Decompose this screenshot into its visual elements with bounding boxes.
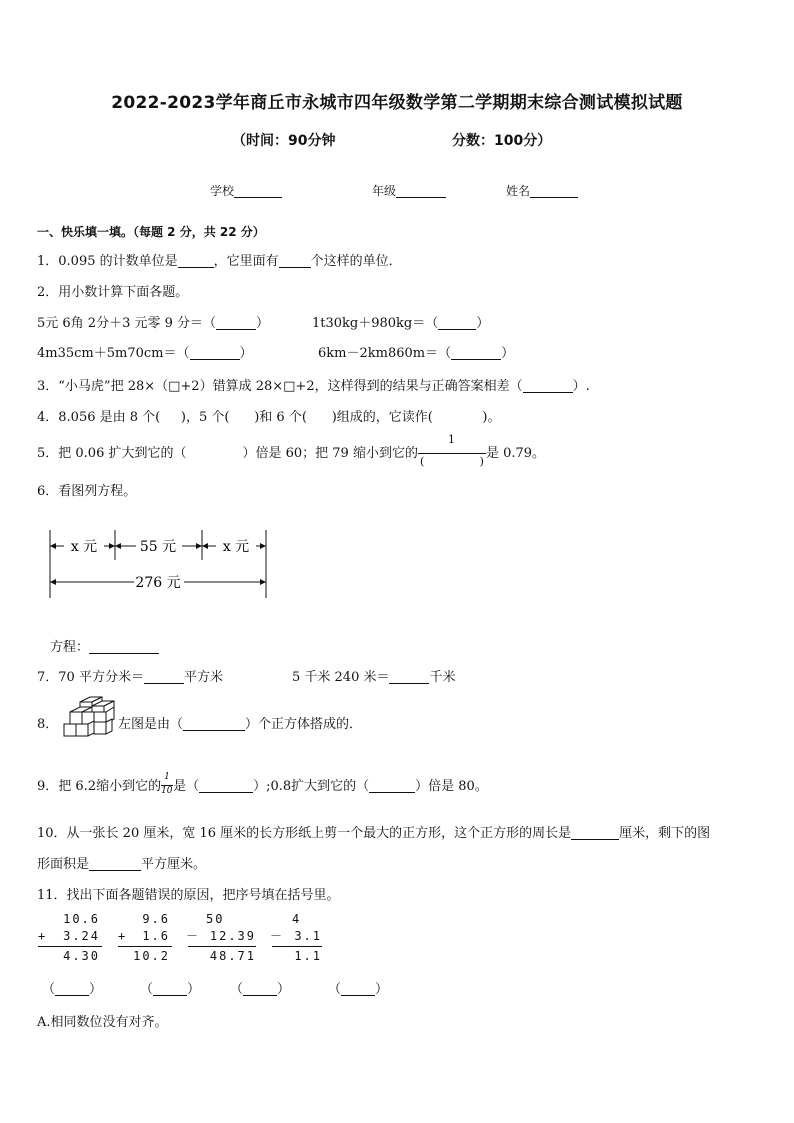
calc-4-top: 4 — [292, 912, 302, 926]
question-5 — [37, 432, 546, 468]
q10-text-d: 平方厘米。 — [141, 857, 207, 872]
q9-text-b: 是（ — [173, 779, 200, 794]
exam-time: （时间：90分钟 — [232, 133, 336, 149]
name-blank[interactable] — [530, 183, 578, 198]
q5-fraction — [418, 432, 486, 468]
cube-front — [70, 712, 82, 724]
arrow-head — [260, 543, 266, 549]
q2-row2-a — [37, 342, 253, 361]
question-9 — [37, 771, 488, 796]
segment-x-right-label: x 元 — [222, 539, 250, 555]
paren-left: （ — [328, 982, 342, 997]
paren-right: ） — [375, 982, 389, 997]
q1-text-b: ，它里面有 — [213, 254, 279, 269]
question-7-b — [292, 666, 456, 685]
q11-answer-2[interactable] — [140, 978, 200, 997]
question-10-line1 — [37, 822, 710, 841]
q7-blank-2[interactable] — [389, 669, 429, 684]
arrow-head — [196, 543, 202, 549]
q10-blank-2[interactable] — [89, 856, 141, 871]
q2-blank-2[interactable] — [438, 315, 476, 330]
q5-text-b: ）倍是 60；把 79 缩小到它的 — [242, 446, 418, 461]
calc-1-rule — [38, 946, 102, 947]
arrow-head — [50, 543, 56, 549]
calc-4-result: 1.1 — [294, 949, 322, 963]
paren-right: ） — [277, 982, 291, 997]
cubes-figure — [56, 696, 118, 742]
q8-blank[interactable] — [183, 716, 245, 731]
paren-right: ） — [89, 982, 103, 997]
cube-side — [106, 719, 112, 734]
paren-left: （ — [230, 982, 244, 997]
arrow-head — [109, 543, 115, 549]
calc-3-op: － — [186, 929, 201, 943]
q6-equation — [50, 636, 159, 655]
calc-2-op: + — [118, 929, 128, 943]
q8-text-b: 左图是由（ — [118, 717, 184, 732]
q2-r2a-end: ） — [239, 346, 253, 361]
q8-text-c: ）个正方体搭成的． — [245, 717, 363, 732]
q2-row1-a — [37, 312, 269, 331]
q1-text-c: 个这样的单位． — [310, 254, 402, 269]
calc-3-bottom: 12.39 — [209, 929, 256, 943]
q10-blank-1[interactable] — [571, 825, 619, 840]
arrow-head — [50, 579, 56, 585]
q8-number: 8． — [37, 717, 59, 732]
q2-r2a-text: 4m35cm＋5m70cm＝（ — [37, 346, 190, 361]
calc-1-op: + — [38, 929, 48, 943]
q3-text-b: ）. — [572, 379, 590, 394]
q2-blank-4[interactable] — [451, 345, 501, 360]
q6-equation-label: 方程： — [50, 640, 90, 655]
calc-4-bottom: 3.1 — [294, 929, 322, 943]
q11-reason-a: A.相同数位没有对齐。 — [37, 1015, 168, 1030]
calc-2-top: 9.6 — [142, 912, 170, 926]
calc-2-result: 10.2 — [133, 949, 170, 963]
school-label: 学校 — [210, 184, 235, 198]
q7-text-c: 5 千米 240 米＝ — [292, 670, 390, 685]
q9-fraction-numerator: 1 — [164, 771, 170, 782]
question-2-heading: 2．用小数计算下面各题。 — [37, 285, 189, 300]
calc-1-top: 10.6 — [63, 912, 100, 926]
q2-r2b-text: 6km－2km860m＝（ — [318, 346, 452, 361]
q5-text-a: 5．把 0.06 扩大到它的（ — [37, 446, 187, 461]
q1-text-a: 1．0.095 的计数单位是 — [37, 254, 178, 269]
q11-blank-1[interactable] — [55, 981, 89, 996]
question-8 — [118, 713, 362, 732]
cube-front — [64, 724, 76, 736]
q7-text-d: 千米 — [429, 670, 456, 685]
calc-4-op: － — [270, 929, 285, 943]
q5-den-right: ) — [479, 454, 484, 468]
segment-x-left-label: x 元 — [70, 539, 98, 555]
calc-4-rule — [272, 946, 322, 947]
q7-text-a: 7．70 平方分米＝ — [37, 670, 144, 685]
q11-answer-4[interactable] — [328, 978, 388, 997]
q2-row2-b — [318, 342, 514, 361]
q11-blank-3[interactable] — [243, 981, 277, 996]
calc-1-result: 4.30 — [63, 949, 100, 963]
q2-r1a-end: ） — [256, 316, 270, 331]
question-3 — [37, 375, 590, 394]
q9-blank-1[interactable] — [199, 778, 253, 793]
paren-left: （ — [42, 982, 56, 997]
name-field — [506, 182, 578, 199]
q10-text-b: 厘米，剩下的图 — [619, 826, 711, 841]
grade-blank[interactable] — [396, 183, 446, 198]
q6-equation-blank[interactable] — [89, 639, 159, 654]
question-4: 4．8.056 是由 8 个( )，5 个( )和 6 个( )组成的，它读作( )。 — [37, 410, 501, 425]
q2-r1b-end: ） — [476, 316, 490, 331]
cube-side — [88, 721, 94, 736]
q11-blank-2[interactable] — [153, 981, 187, 996]
segment-total-label: 276 元 — [135, 575, 181, 591]
question-11-heading: 11．找出下面各题错误的原因，把序号填在括号里。 — [37, 888, 340, 903]
q2-row1-b — [312, 312, 489, 331]
calc-3-top: 50 — [206, 912, 225, 926]
q11-answer-1[interactable] — [42, 978, 102, 997]
q10-text-c: 形面积是 — [37, 857, 90, 872]
school-blank[interactable] — [234, 183, 282, 198]
segment-55-label: 55 元 — [139, 539, 177, 555]
q1-blank-1[interactable] — [178, 253, 214, 268]
calc-3-result: 48.71 — [209, 949, 256, 963]
cube-front — [76, 724, 88, 736]
arrow-head — [202, 543, 208, 549]
calc-2-rule — [118, 946, 172, 947]
q9-text-a: 9．把 6.2缩小到它的 — [37, 779, 162, 794]
arrow-head — [260, 579, 266, 585]
q3-blank[interactable] — [523, 378, 573, 393]
paren-left: （ — [140, 982, 154, 997]
q9-fraction-denominator: 10 — [161, 785, 173, 796]
q2-blank-3[interactable] — [190, 345, 240, 360]
q9-blank-2[interactable] — [369, 778, 415, 793]
question-6-heading: 6．看图列方程。 — [37, 484, 137, 499]
calc-2-bottom: 1.6 — [142, 929, 170, 943]
q9-text-d: ）倍是 80。 — [415, 779, 488, 794]
paren-right: ） — [187, 982, 201, 997]
q7-blank-1[interactable] — [144, 669, 184, 684]
q9-fraction — [161, 771, 173, 796]
q5-fraction-bar — [418, 453, 486, 454]
calc-1-bottom: 3.24 — [63, 929, 100, 943]
q10-text-a: 10．从一张长 20 厘米，宽 16 厘米的长方形纸上剪一个最大的正方形，这个正方形的周长是 — [37, 826, 572, 841]
grade-field — [372, 182, 446, 199]
q5-den-left: ( — [419, 454, 425, 468]
q2-r1b-text: 1t30kg＋980kg＝（ — [312, 316, 439, 331]
section-heading: 一、快乐填一填。（每题 2 分，共 22 分） — [37, 225, 265, 239]
q11-blank-4[interactable] — [341, 981, 375, 996]
q1-blank-2[interactable] — [279, 253, 311, 268]
page-title: 2022-2023学年商丘市永城市四年级数学第二学期期末综合测试模拟试题 — [111, 93, 683, 113]
cube-front — [94, 722, 106, 734]
exam-score: 分数：100分） — [452, 133, 552, 149]
school-field — [210, 182, 282, 199]
q3-text-a: 3．“小马虎”把 28×（□+2）错算成 28×□+2，这样得到的结果与正确答案相差（ — [37, 379, 523, 394]
q9-text-c: ）;0.8扩大到它的（ — [253, 779, 370, 794]
question-10-line2 — [37, 853, 206, 872]
q11-answer-3[interactable] — [230, 978, 290, 997]
q2-r1a-text: 5元 6角 2分＋3 元零 9 分＝（ — [37, 316, 217, 331]
grade-label: 年级 — [372, 184, 397, 198]
q5-text-c: 是 0.79。 — [485, 446, 546, 461]
q7-text-b: 平方米 — [183, 670, 223, 685]
question-7-a — [37, 666, 223, 685]
segment-diagram — [40, 524, 280, 604]
question-1 — [37, 250, 402, 269]
calc-3-rule — [188, 946, 256, 947]
q2-r2b-end: ） — [501, 346, 515, 361]
q2-blank-1[interactable] — [216, 315, 256, 330]
arrow-head — [115, 543, 121, 549]
q5-fraction-numerator: 1 — [447, 432, 455, 446]
name-label: 姓名 — [506, 184, 531, 198]
